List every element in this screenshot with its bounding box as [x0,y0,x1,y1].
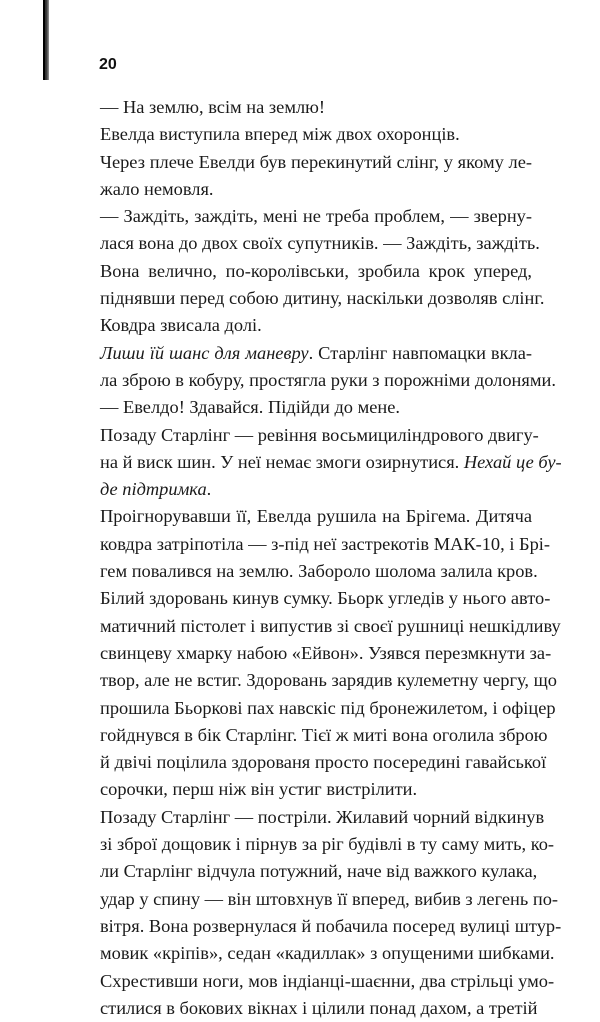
text-line: зі зброї дощовик і пірнув за ріг будівлі в ту саму мить, ко- [100,834,555,855]
text-line: сорочки, перш ніж він устиг вистрілити. [100,779,418,800]
text-line: матичний пістолет і випустив зі своєї рушниці нешкідливу [100,615,561,636]
text-line: — Заждіть, заждіть, мені не треба проблем, — зверну- [100,206,532,227]
text-line: Схрестивши ноги, мов індіанці-шаєнни, два стрільці умо- [100,970,555,991]
text-line: мовик «кріпів», седан «кадиллак» з опущеними шибками. [100,943,555,964]
text-line: Ковдра звисала долі. [100,315,262,336]
text-line: Вона велично, по-королівськи, зробила крок уперед, [100,260,532,281]
text-line: вітря. Вона розвернулася й побачила посеред вулиці штур- [100,915,562,936]
text-line: Лиши їй шанс для маневру. Старлінг навпомацки вкла- [100,342,532,363]
text-line: Позаду Старлінг — постріли. Жилавий чорний відкинув [100,806,545,827]
text-line: Білий здоровань кинув сумку. Бьорк угледів у нього авто- [100,588,551,609]
body-text [100,94,562,1022]
text-line: ла зброю в кобуру, простягла руки з порожніми долонями. [100,369,556,390]
text-line: Проігнорувавши її, Евелда рушила на Брігема. Дитяча [100,506,532,527]
text-line: Через плече Евелди був перекинутий слінг, у якому ле- [100,151,532,172]
text-line: — Евелдо! Здавайся. Підійди до мене. [100,397,400,418]
text-line: свинцеву хмарку набою «Ейвон». Узявся перезмкнути за- [100,642,552,663]
text-line: піднявши перед собою дитину, наскільки дозволяв слінг. [100,288,545,309]
text-line: Позаду Старлінг — ревіння восьмициліндрового двигу- [100,424,539,445]
text-line: ли Старлінг відчула потужний, наче від важкого кулака, [100,861,538,882]
page-edge-bar [43,0,49,80]
text-line: — На землю, всім на землю! [100,97,325,117]
text-line: жало немовля. [100,178,214,199]
text-line: твор, але не встиг. Здоровань зарядив кулеметну чергу, що [100,670,557,691]
text-line: гем повалився на землю. Забороло шолома залила кров. [100,561,538,582]
page-number: 20 [99,56,117,73]
text-line: удар у спину — він штовхнув її вперед, вибив з легень по- [100,888,559,909]
text-line: лася вона до двох своїх супутників. — Заждіть, заждіть. [100,233,540,254]
text-line: й двічі поцілила здорованя просто посередині гавайської [100,752,547,773]
text-line: прошила Бьоркові пах навскіс під бронежилетом, і офіцер [100,697,556,718]
text-line: стилися в бокових вікнах і цілили понад дахом, а третій [100,997,538,1018]
text-line: на й виск шин. У неї немає змоги озирнутися. Нехай це бу- [100,451,562,472]
text-line: де підтримка. [100,479,212,500]
text-line: ковдра затріпотіла — з-під неї застрекотів МАК-10, і Брі- [100,533,551,554]
text-line: гойднувся в бік Старлінг. Тієї ж миті вона оголила зброю [100,724,548,745]
text-line: Евелда виступила вперед між двох охоронців. [100,124,460,145]
